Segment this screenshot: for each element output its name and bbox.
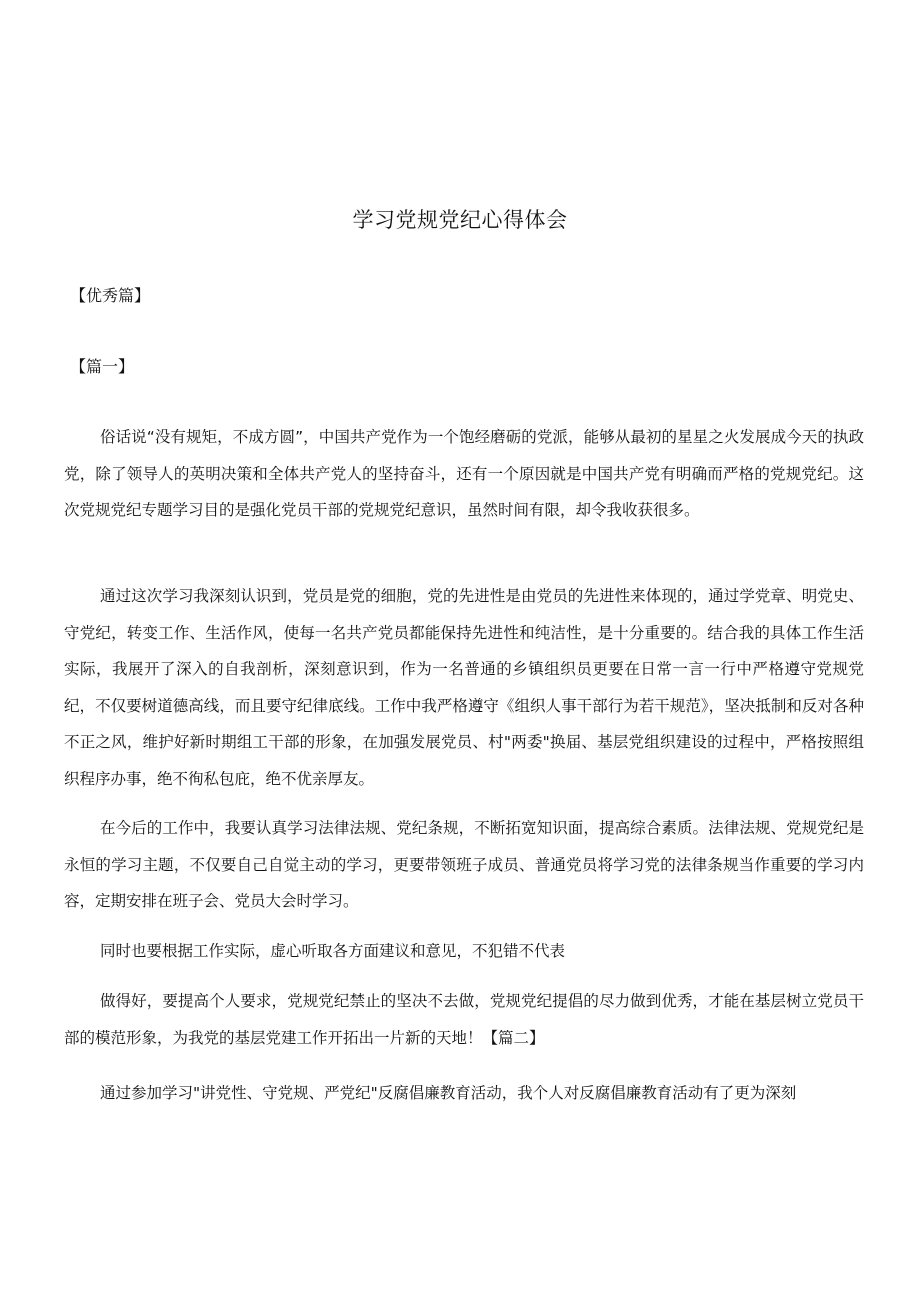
paragraph-5: 做得好，要提高个人要求，党规党纪禁止的坚决不去做，党规党纪提倡的尽力做到优秀，才能在基层树立党员干部的模范形象，为我党的基层党建工作开拓出一片新的天地！【篇二】	[64, 992, 864, 1047]
paragraph-3: 在今后的工作中，我要认真学习法律法规、党纪条规，不断拓宽知识面，提高综合素质。法律法规、党规党纪是永恒的学习主题，不仅要自己自觉主动的学习，更要带领班子成员、普通党员将学习党的法律条规当作重要的学习内容，定期安排在班子会、党员大会时学习。	[64, 819, 864, 910]
paragraph-2: 通过这次学习我深刻认识到，党员是党的细胞，党的先进性是由党员的先进性来体现的，通过学党章、明党史、守党纪，转变工作、生活作风，使每一名共产党员都能保持先进性和纯洁性，是十分重要的。结合我的具体工作生活实际，我展开了深入的自我剖析，深刻意识到，作为一名普通的乡镇组织员更要在日常一言一行中严格遵守党规党纪，不仅要树道德高线，而且要守纪律底线。工作中我严格遵守《组织人事干部行为若干规范》，坚决抵制和反对各种不正之风，维护好新时期组工干部的形象，在加强发展党员、村"两委"换届、基层党组织建设的过程中，严格按照组织程序办事，绝不徇私包庇，绝不优亲厚友。	[64, 587, 864, 788]
section-label-part-one: 【篇一】	[70, 357, 135, 376]
paragraph-4: 同时也要根据工作实际，虚心听取各方面建议和意见，不犯错不代表	[100, 942, 566, 960]
paragraph-1: 俗话说“没有规矩，不成方圆”，中国共产党作为一个饱经磨砺的党派，能够从最初的星星之火发展成今天的执政党，除了领导人的英明决策和全体共产党人的坚持奋斗，还有一个原因就是中国共产党有明确而严格的党规党纪。这次党规党纪专题学习目的是强化党员干部的党规党纪意识，虽然时间有限，却令我收获很多。	[64, 428, 864, 519]
paragraph-6: 通过参加学习"讲党性、守党规、严党纪"反腐倡廉教育活动，我个人对反腐倡廉教育活动有了更为深刻	[100, 1084, 797, 1102]
section-label-excellent: 【优秀篇】	[70, 286, 151, 305]
document-title: 学习党规党纪心得体会	[352, 208, 568, 232]
